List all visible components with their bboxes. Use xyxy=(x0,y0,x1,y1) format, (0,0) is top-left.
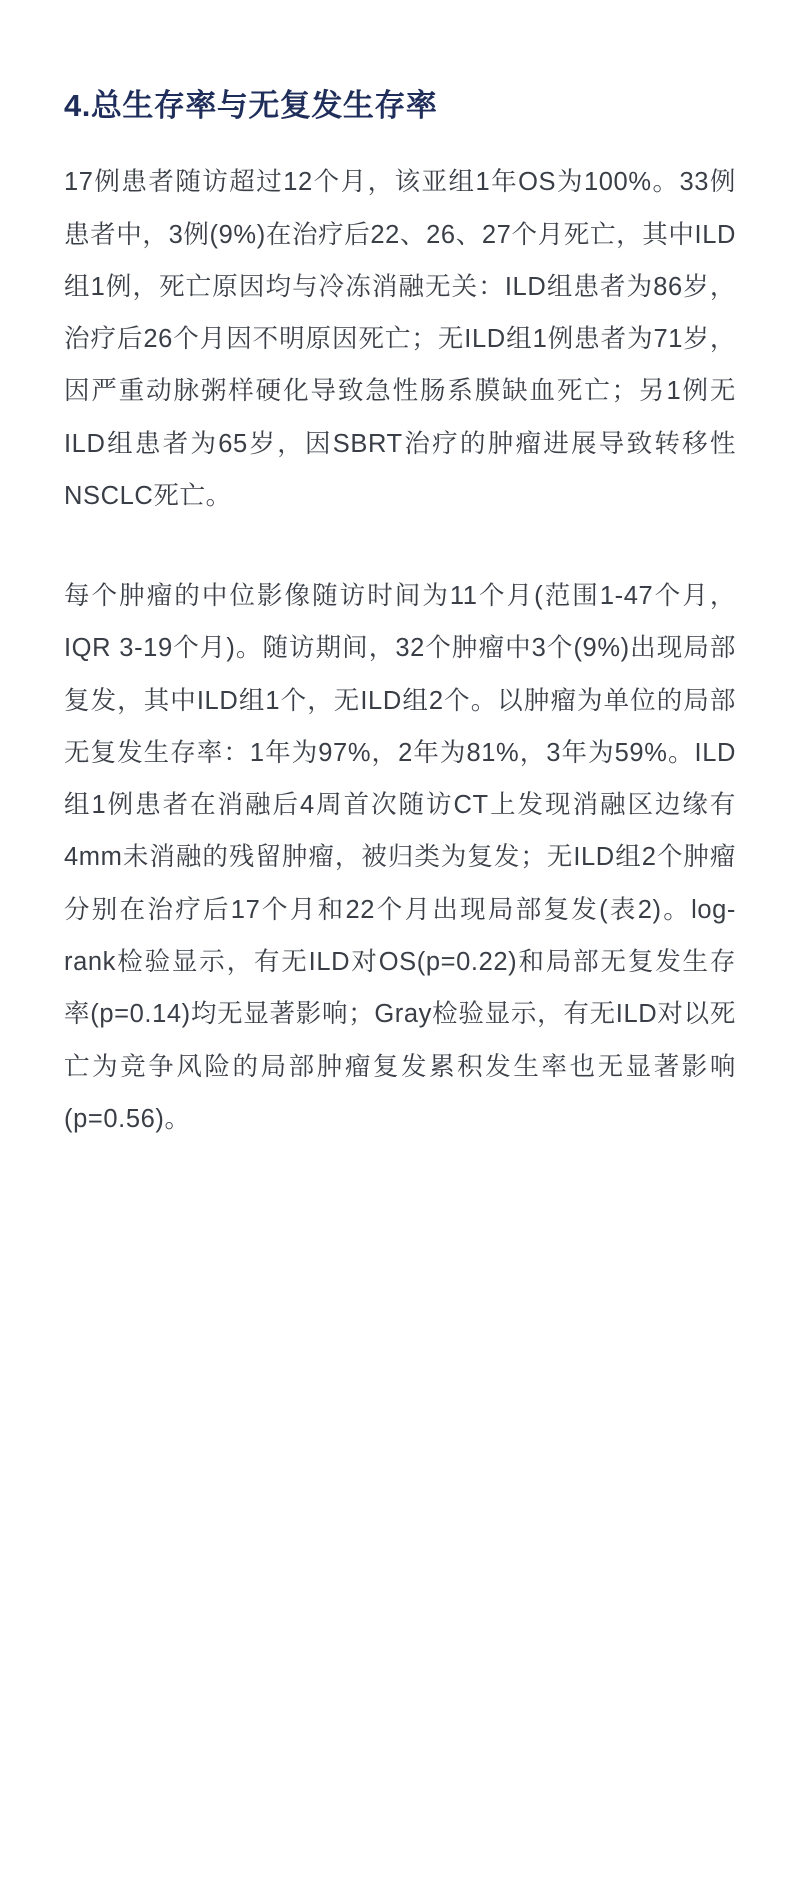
body-paragraph-1: 17例患者随访超过12个月，该亚组1年OS为100%。33例患者中，3例(9%)在治疗后22、26、27个月死亡，其中ILD组1例，死亡原因均与冷冻消融无关：ILD组患者为86岁，治疗后26个月因不明原因死亡；无ILD组1例患者为71岁，因严重动脉粥样硬化导致急性肠系膜缺血死亡；另1例无ILD组患者为65岁，因SBRT治疗的肿瘤进展导致转移性NSCLC死亡。 xyxy=(64,168,736,510)
body-paragraph-2: 每个肿瘤的中位影像随访时间为11个月(范围1-47个月，IQR 3-19个月)。随访期间，32个肿瘤中3个(9%)出现局部复发，其中ILD组1个，无ILD组2个。以肿瘤为单位的局部无复发生存率：1年为97%，2年为81%，3年为59%。ILD组1例患者在消融后4周首次随访CT上发现消融区边缘有4mm未消融的残留肿瘤，被归类为复发；无ILD组2个肿瘤分别在治疗后17个月和22个月出现局部复发(表2)。log-rank检验显示，有无ILD对OS(p=0.22)和局部无复发生存率(p=0.14)均无显著影响；Gray检验显示，有无ILD对以死亡为竞争风险的局部肿瘤复发累积发生率也无显著影响(p=0.56)。 xyxy=(64,582,736,1133)
section-heading: 4.总生存率与无复发生存率 xyxy=(64,88,438,123)
